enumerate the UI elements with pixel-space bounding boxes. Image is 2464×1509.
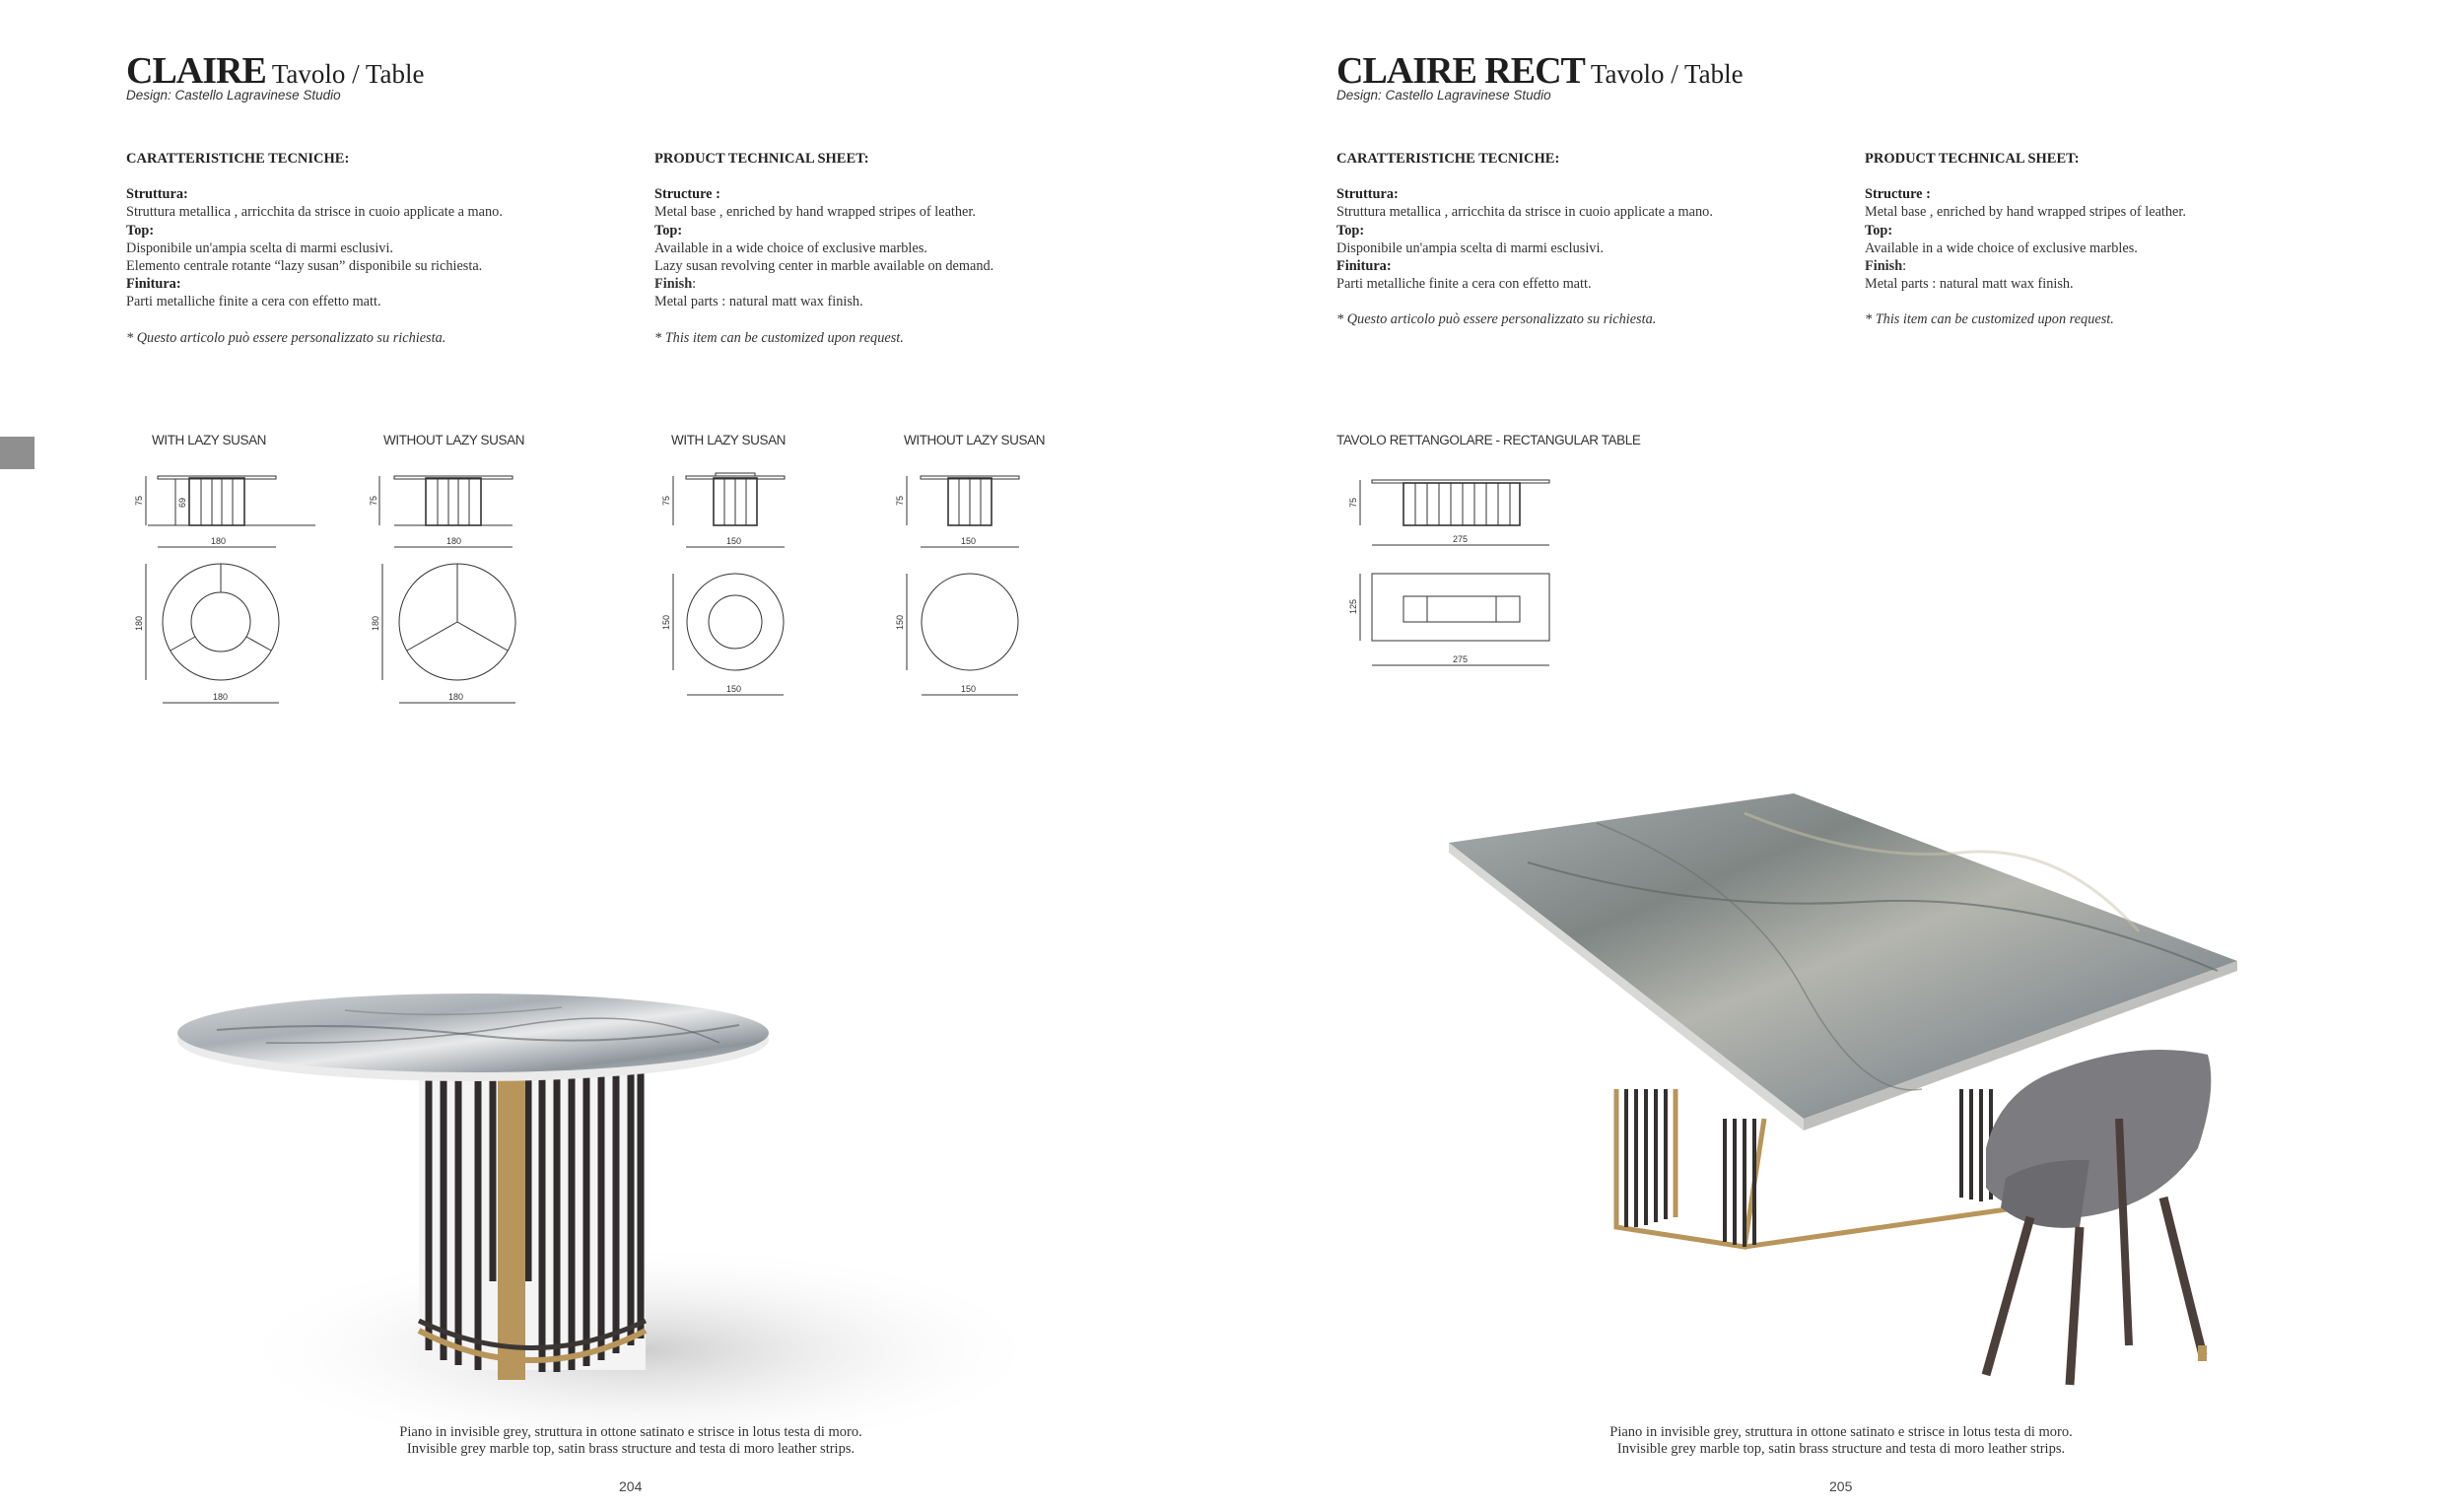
dimension-width: 275 <box>1453 654 1469 664</box>
finish-line <box>1865 257 2186 275</box>
chair <box>1986 1050 2211 1385</box>
dimension-width: 275 <box>1453 534 1469 544</box>
structure-text: Metal base , enriched by hand wrapped stripes of leather. <box>654 204 976 221</box>
structure-label: Struttura: <box>1336 186 1399 203</box>
drawing-caption: WITHOUT LAZY SUSAN <box>383 433 525 447</box>
structure-label: Structure : <box>654 186 720 203</box>
drawing-caption: WITHOUT LAZY SUSAN <box>904 433 1046 447</box>
dimension-width: 180 <box>211 536 227 546</box>
top-text: Available in a wide choice of exclusive marbles. <box>1865 240 2138 256</box>
custom-note: * Questo articolo può essere personalizzato su richiesta. <box>1336 311 1657 328</box>
finish-colon: : <box>1902 258 1907 275</box>
top-label: Top: <box>126 222 155 239</box>
section-tab <box>0 437 34 469</box>
page-number: 204 <box>619 1478 643 1494</box>
caption-italian: Piano in invisible grey, struttura in ottone satinato e strisce in lotus testa di moro. <box>399 1424 862 1440</box>
finish-label: Finitura: <box>126 276 181 293</box>
finish-line <box>654 275 993 293</box>
dimension-height: 75 <box>661 495 671 506</box>
finish-text: Metal parts : natural matt wax finish. <box>1865 276 2074 293</box>
dimension-width: 150 <box>726 684 742 694</box>
technical-drawing-rect <box>1336 458 1593 675</box>
finish-text: Metal parts : natural matt wax finish. <box>654 294 863 310</box>
dimension-height: 75 <box>134 495 144 506</box>
caption-italian: Piano in invisible grey, struttura in ottone satinato e strisce in lotus testa di moro. <box>1609 1424 2073 1440</box>
dimension-height: 75 <box>1348 497 1358 508</box>
finish-colon: : <box>692 276 697 293</box>
dimension-depth: 180 <box>134 615 144 631</box>
tech-sheet-italian <box>1336 150 1713 329</box>
product-type: Tavolo / Table <box>1590 59 1744 89</box>
structure-label: Structure : <box>1865 186 1931 203</box>
custom-note: * Questo articolo può essere personalizzato su richiesta. <box>126 329 446 346</box>
custom-note: * This item can be customized upon request. <box>1865 311 2114 328</box>
drawing-caption: TAVOLO RETTANGOLARE - RECTANGULAR TABLE <box>1336 433 1641 447</box>
designer-credit: Design: Castello Lagravinese Studio <box>126 88 341 103</box>
designer-credit: Design: Castello Lagravinese Studio <box>1336 88 1551 103</box>
top-text: Disponibile un'ampia scelta di marmi esclusivi. <box>1336 240 1604 256</box>
dimension-width: 150 <box>961 684 977 694</box>
structure-label: Struttura: <box>126 186 188 203</box>
finish-label: Finish <box>654 276 693 293</box>
photo-caption <box>355 1424 907 1458</box>
top-label: Top: <box>1336 222 1365 239</box>
caption-english: Invisible grey marble top, satin brass structure and testa di moro leather strips. <box>1616 1441 2066 1457</box>
dimension-depth: 150 <box>895 614 905 630</box>
structure-text: Metal base , enriched by hand wrapped stripes of leather. <box>1865 204 2186 221</box>
drawing-caption: WITH LAZY SUSAN <box>671 433 787 447</box>
sheet-heading: PRODUCT TECHNICAL SHEET: <box>1865 151 2080 167</box>
tech-sheet-italian <box>126 150 503 347</box>
tech-sheet-english <box>1865 150 2186 329</box>
structure-text: Struttura metallica , arricchita da strisce in cuoio applicate a mano. <box>1336 204 1713 221</box>
rect-table-photo <box>1449 793 2316 1424</box>
product-name: CLAIRE RECT <box>1336 50 1585 92</box>
technical-drawings-round <box>118 458 1064 715</box>
product-name: CLAIRE <box>126 50 266 92</box>
dimension-width: 150 <box>726 536 742 546</box>
plan-drawing <box>146 564 279 703</box>
finish-text: Parti metalliche finite a cera con effetto matt. <box>1336 276 1592 293</box>
finish-text: Parti metalliche finite a cera con effetto matt. <box>126 294 381 310</box>
product-title-claire <box>126 49 425 93</box>
drawing-caption: WITH LAZY SUSAN <box>152 433 267 447</box>
dimension-height: 75 <box>895 495 905 506</box>
dimension-depth: 180 <box>371 615 380 631</box>
sheet-heading: CARATTERISTICHE TECNICHE: <box>126 151 350 167</box>
plan-drawing <box>907 574 1018 695</box>
elevation-drawing <box>146 476 315 547</box>
top-text: Available in a wide choice of exclusive marbles. <box>654 240 927 256</box>
caption-english: Invisible grey marble top, satin brass structure and testa di moro leather strips. <box>406 1441 856 1457</box>
dimension-depth: 150 <box>661 614 671 630</box>
product-title-claire-rect <box>1336 49 1744 93</box>
dimension-width: 180 <box>213 692 229 702</box>
top-text: Elemento centrale rotante “lazy susan” disponibile su richiesta. <box>126 258 483 275</box>
custom-note: * This item can be customized upon request. <box>654 329 904 346</box>
product-type: Tavolo / Table <box>271 59 425 89</box>
sheet-heading: PRODUCT TECHNICAL SHEET: <box>654 151 869 167</box>
tech-sheet-english <box>654 150 993 347</box>
finish-label: Finish <box>1865 258 1903 275</box>
sheet-heading: CARATTERISTICHE TECNICHE: <box>1336 151 1560 167</box>
dimension-width: 150 <box>961 536 977 546</box>
dimension-width: 180 <box>448 692 464 702</box>
photo-caption <box>1565 1424 2117 1458</box>
top-label: Top: <box>654 222 683 239</box>
plan-drawing <box>1360 574 1549 665</box>
structure-text: Struttura metallica , arricchita da strisce in cuoio applicate a mano. <box>126 204 503 221</box>
plan-drawing <box>673 574 784 695</box>
page-number: 205 <box>1829 1478 1853 1494</box>
round-table-photo <box>148 926 1055 1478</box>
finish-label: Finitura: <box>1336 258 1392 275</box>
top-text: Disponibile un'ampia scelta di marmi esclusivi. <box>126 240 393 256</box>
top-text: Lazy susan revolving center in marble available on demand. <box>654 258 994 275</box>
plan-drawing <box>382 564 515 703</box>
leather-strips <box>419 1064 646 1380</box>
dimension-width: 180 <box>446 536 462 546</box>
dimension-height: 75 <box>369 495 378 506</box>
dimension-height: 69 <box>177 497 187 508</box>
dimension-depth: 125 <box>1348 598 1358 614</box>
top-label: Top: <box>1865 222 1893 239</box>
